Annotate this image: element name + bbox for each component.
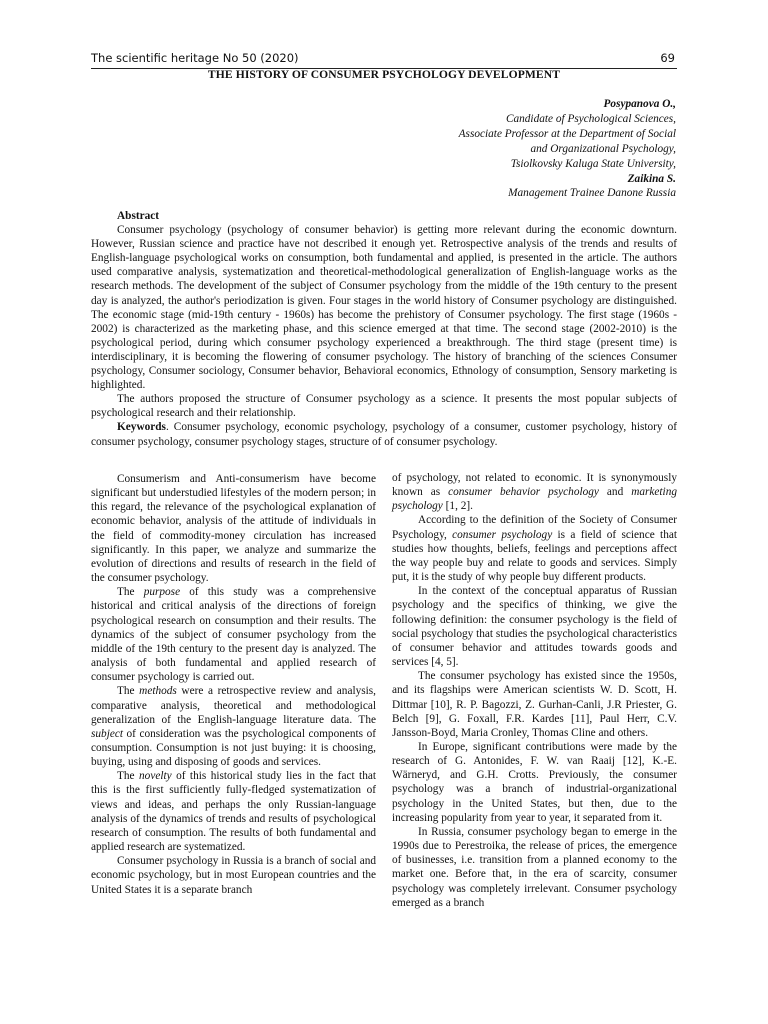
author-affiliation-line: Tsiolkovsky Kaluga State University,: [510, 157, 676, 170]
emphasis-methods: methods: [139, 685, 177, 698]
abstract-paragraph: The authors proposed the structure of Consumer psychology as a science. It presents the most popular subjects of psychological research and their relationship.: [91, 393, 677, 420]
text-run: and: [598, 486, 632, 499]
keywords-paragraph: [91, 420, 677, 448]
author-name: Posypanova O.,: [603, 98, 676, 110]
author-block: [360, 97, 676, 201]
body-paragraph: In Europe, significant contributions were made by the research of G. Antonides, F. W. van Raaij [12], K.-E. Wärneryd, and G.H. Crotts. Previously, the consumer psychology was a branch of industrial-organizational psychology in the United States, but then, due to the increasing popularity from year to year, it separated from it.: [392, 740, 677, 824]
text-run: of this study was a comprehensive historical and critical analysis of the directions of foreign psychological research on consumption and their results. The dynamics of the subject of consumer psychology from the middle of the 19th century to the present day is analyzed. The analysis of both fundamental and applied research of consumer psychology is carried out.: [91, 586, 376, 684]
body-paragraph: [392, 471, 677, 513]
body-paragraph: [392, 513, 677, 584]
text-run: of consideration was the psychological components of consumption. Consumption is not just buying: it is choosing, buying, using and disposing of goods and services.: [91, 727, 376, 769]
abstract-heading: Abstract: [117, 210, 160, 222]
author-affiliation-line: Associate Professor at the Department of Social: [458, 127, 676, 140]
article-title: THE HISTORY OF CONSUMER PSYCHOLOGY DEVELOPMENT: [207, 68, 561, 81]
body-paragraph: [91, 769, 376, 854]
author-affiliation-line: Candidate of Psychological Sciences,: [505, 112, 676, 125]
running-header: [91, 50, 677, 69]
author-name: Zaikina S.: [627, 172, 676, 185]
keywords-text: . Consumer psychology, economic psychology, psychology of a consumer, customer psychology, history of consumer psychology, consumer psychology stages, structure of of consumer psychology.: [91, 421, 677, 448]
body-paragraph: In the context of the conceptual apparatus of Russian psychology and the specifics of thinking, we give the following definition: the consumer psychology is the field of social psychology that studies the psychological characteristics of consumer behavior and attitudes towards goods and services [4, 5].: [392, 585, 677, 669]
emphasis-purpose: purpose: [143, 586, 181, 599]
author-affiliation-line: and Organizational Psychology,: [530, 142, 676, 155]
text-run: is a field of science that studies how thoughts, beliefs, feelings and perceptions affect the way people buy and relate to goods and services. Simply put, it is the study of why people buy different products.: [392, 528, 677, 584]
abstract-section: [91, 209, 677, 449]
emphasis-subject: subject: [91, 727, 123, 740]
emphasis-novelty: novelty: [139, 770, 172, 783]
text-run: of this historical study lies in the fact that this is the first sufficiently fully-fledged systematization of views and ideas, and perhaps the only Russian-language analysis of the dynamics of trends and results of psychological research of consumption. The results of both fundamental and applied research are systematized.: [91, 770, 376, 854]
body-paragraph: [91, 684, 376, 769]
body-paragraph: Consumerism and Anti-consumerism have become significant but understudied lifestyles of the modern person; in this regard, the relevance of the psychological explanation of economic behavior, analysis of the attitude of individuals in the field of commodity-money circulation has increased significantly. In this paper, we analyze and summarize the evolution of directions and results of research in the field of the consumer psychology.: [91, 473, 376, 585]
emphasis-term: consumer psychology: [452, 528, 553, 541]
author-affiliation-line: Management Trainee Danone Russia: [508, 187, 676, 200]
text-run: The: [117, 586, 144, 599]
body-paragraph: Consumer psychology in Russia is a branch of social and economic psychology, but in most European countries and the United States it is a separate branch: [91, 855, 376, 896]
text-run: were a retrospective review and analysis, comparative analysis, theoretical and methodological generalization of the English-language literature data. The: [91, 685, 377, 726]
citation-run: [1, 2].: [442, 500, 473, 513]
page-number: 69: [660, 51, 675, 65]
abstract-paragraph: Consumer psychology (psychology of consumer behavior) is getting more relevant during the economic downturn. However, Russian science and practice have not described it enough yet. Retrospective analysis of the trends and results of English-language psychological works on consumption, both fundamental and applied, is presented in the article. The authors used comparative analysis, systematization and theoretical-methodological generalization of English-language works as the research methods. The development of the subject of Consumer psychology from the middle of the 19th century to the present day is analyzed, the author's periodization is given. Four stages in the world history of Consumer psychology are distinguished. The economic stage (mid-19th century - 1960s) has become the prehistory of Consumer psychology. The first stage (1960s - 2002) is characterized as the marketing phase, and this science emerged at that time. The second stage (2002-2010) is the psychological period, during which consumer psychology experienced a breakthrough. The third stage (present time) is interdisciplinary, it is becoming the flowering of consumer psychology. The history of branching of the sciences Consumer psychology, Consumer sociology, Consumer behavior, Behavioral economics, Ethnology of consumption, Sensory marketing is highlighted.: [91, 224, 677, 392]
body-right-column: [392, 471, 677, 910]
body-paragraph: [91, 585, 376, 684]
journal-name: The scientific heritage No 50 (2020): [91, 51, 299, 65]
body-paragraph: The consumer psychology has existed since the 1950s, and its flagships were American scientists W. D. Scott, H. Dittmar [10], R. P. Bagozzi, Z. Gurhan-Canli, J.R Priester, G. Belch [9], G. Foxall, F.R. Kardes [11], Paul Herr, C.V. Jansson-Boyd, Maria Cronley, Thomas Cline and others.: [392, 670, 677, 739]
text-run: of psychology, not related to economic. It is synonymously known as: [392, 472, 677, 499]
text-run: The: [117, 685, 140, 698]
keywords-label: Keywords: [117, 421, 166, 434]
body-paragraph: In Russia, consumer psychology began to emerge in the 1990s due to Perestroika, the release of prices, the emergence of businesses, i.e. transition from a planned economy to the market one. Before that, in the era of scarcity, consumer psychology was completely irrelevant. Consumer psychology emerged as a branch: [392, 825, 677, 909]
text-run: According to the definition of the Society of Consumer Psychology,: [392, 514, 677, 541]
emphasis-term: consumer behavior psychology: [448, 486, 599, 499]
emphasis-term: marketing psychology: [392, 486, 677, 513]
text-run: The: [117, 770, 140, 783]
body-left-column: [91, 472, 376, 897]
